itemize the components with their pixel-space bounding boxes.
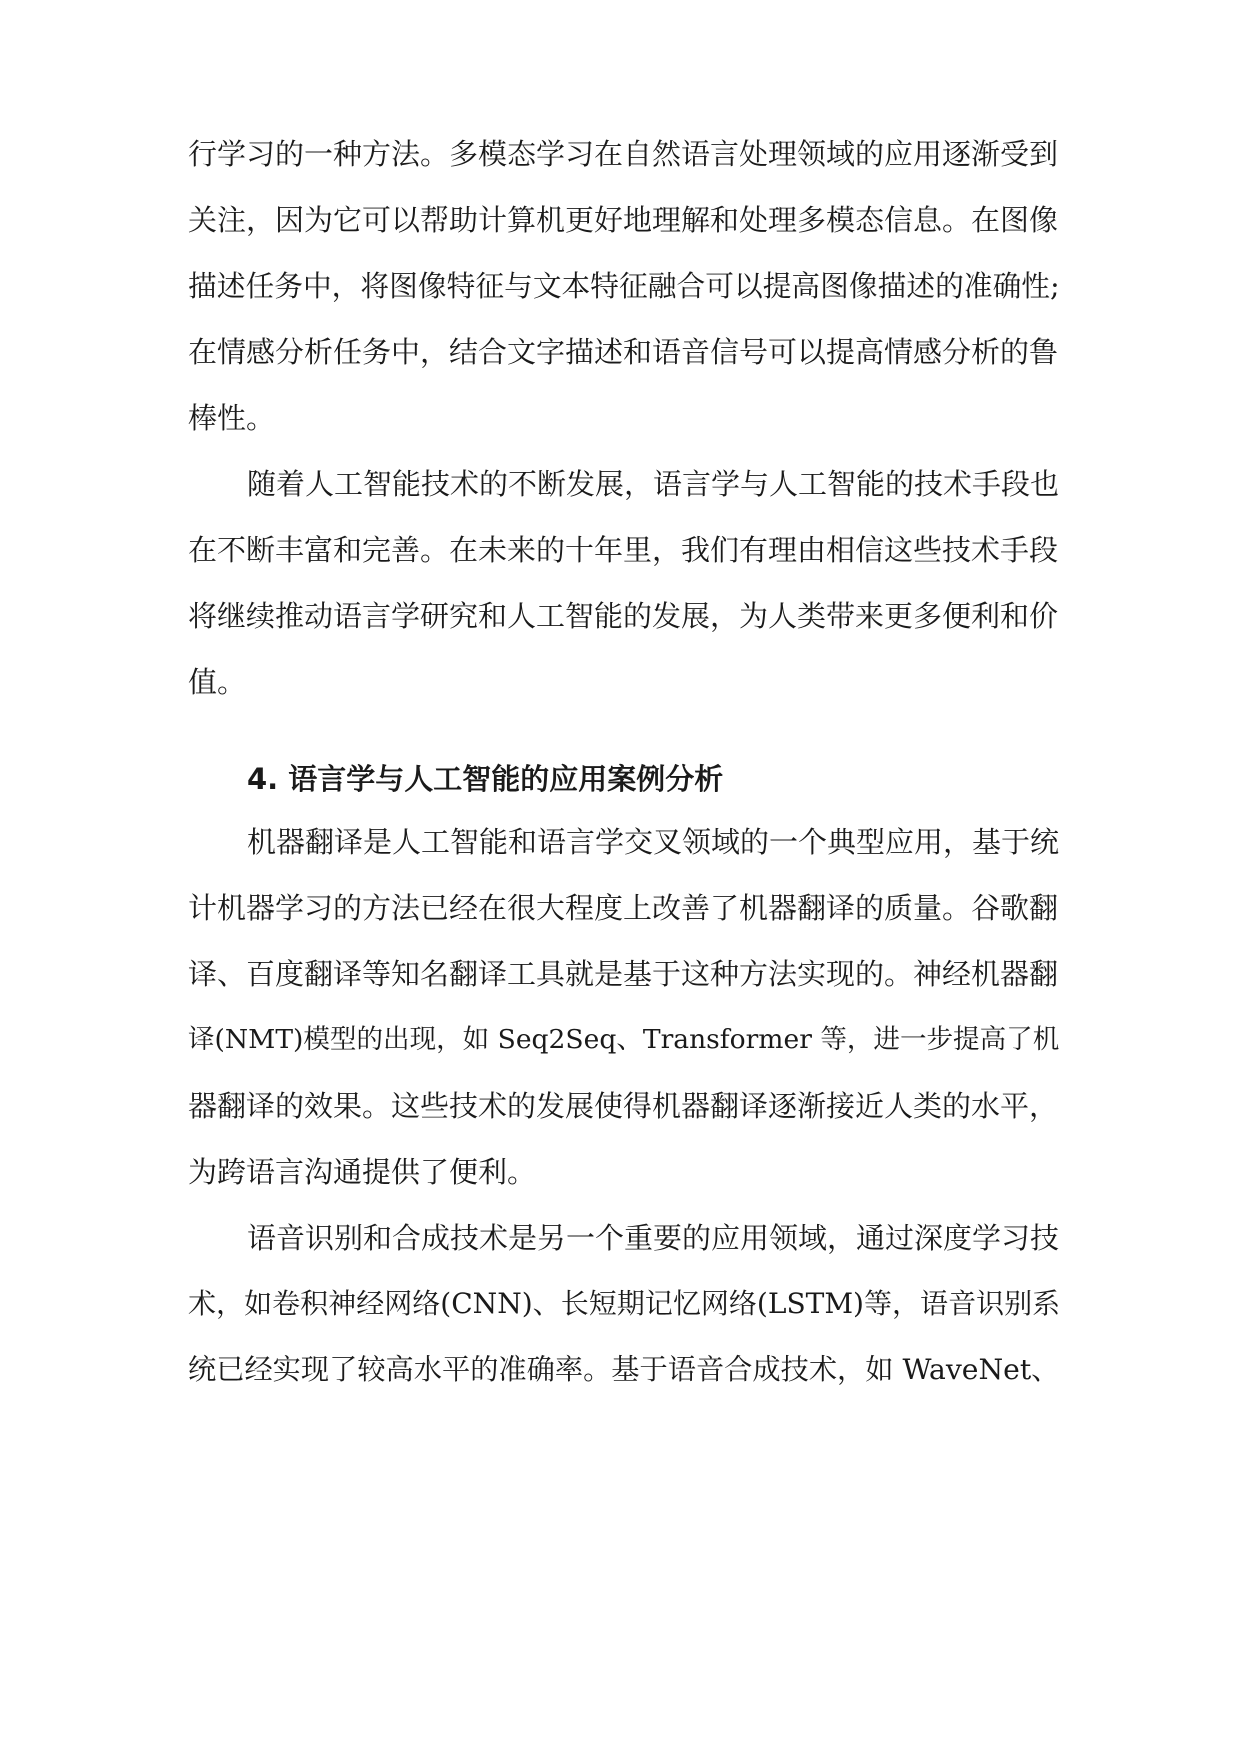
- paragraph-3-line-3: 译、百度翻译等知名翻译工具就是基于这种方法实现的。神经机器翻: [188, 957, 1059, 991]
- paragraph-2-line-1: 随着人工智能技术的不断发展，语言学与人工智能的技术手段也: [247, 467, 1060, 501]
- paragraph-1-line-3: 描述任务中，将图像特征与文本特征融合可以提高图像描述的准确性;: [188, 269, 1060, 303]
- paragraph-3-line-5: 器翻译的效果。这些技术的发展使得机器翻译逐渐接近人类的水平，: [188, 1089, 1059, 1123]
- paragraph-4-line-1: 语音识别和合成技术是另一个重要的应用领域，通过深度学习技: [247, 1221, 1060, 1255]
- paragraph-2-line-4: 值。: [188, 665, 247, 699]
- paragraph-2-line-2: 在不断丰富和完善。在未来的十年里，我们有理由相信这些技术手段: [188, 533, 1059, 567]
- section-heading: 4. 语言学与人工智能的应用案例分析: [247, 762, 724, 796]
- paragraph-3-line-2: 计机器学习的方法已经在很大程度上改善了机器翻译的质量。谷歌翻: [188, 891, 1059, 925]
- paragraph-3-line-4: 译(NMT)模型的出现，如 Seq2Seq、Transformer 等，进一步提高了机: [188, 1024, 1060, 1055]
- paragraph-4-line-2: 术，如卷积神经网络(CNN)、长短期记忆网络(LSTM)等，语音识别系: [188, 1287, 1061, 1320]
- paragraph-2-line-3: 将继续推动语言学研究和人工智能的发展，为人类带来更多便利和价: [188, 599, 1059, 633]
- paragraph-1-line-1: 行学习的一种方法。多模态学习在自然语言处理领域的应用逐渐受到: [188, 137, 1059, 171]
- paragraph-1-line-5: 棒性。: [188, 401, 276, 435]
- paragraph-4-line-3: 统已经实现了较高水平的准确率。基于语音合成技术，如 WaveNet、: [188, 1353, 1060, 1386]
- paragraph-1-line-4: 在情感分析任务中，结合文字描述和语音信号可以提高情感分析的鲁: [188, 335, 1059, 369]
- paragraph-1-line-2: 关注，因为它可以帮助计算机更好地理解和处理多模态信息。在图像: [188, 203, 1059, 237]
- paragraph-3-line-6: 为跨语言沟通提供了便利。: [188, 1155, 537, 1189]
- paragraph-3-line-1: 机器翻译是人工智能和语言学交叉领域的一个典型应用，基于统: [247, 825, 1060, 859]
